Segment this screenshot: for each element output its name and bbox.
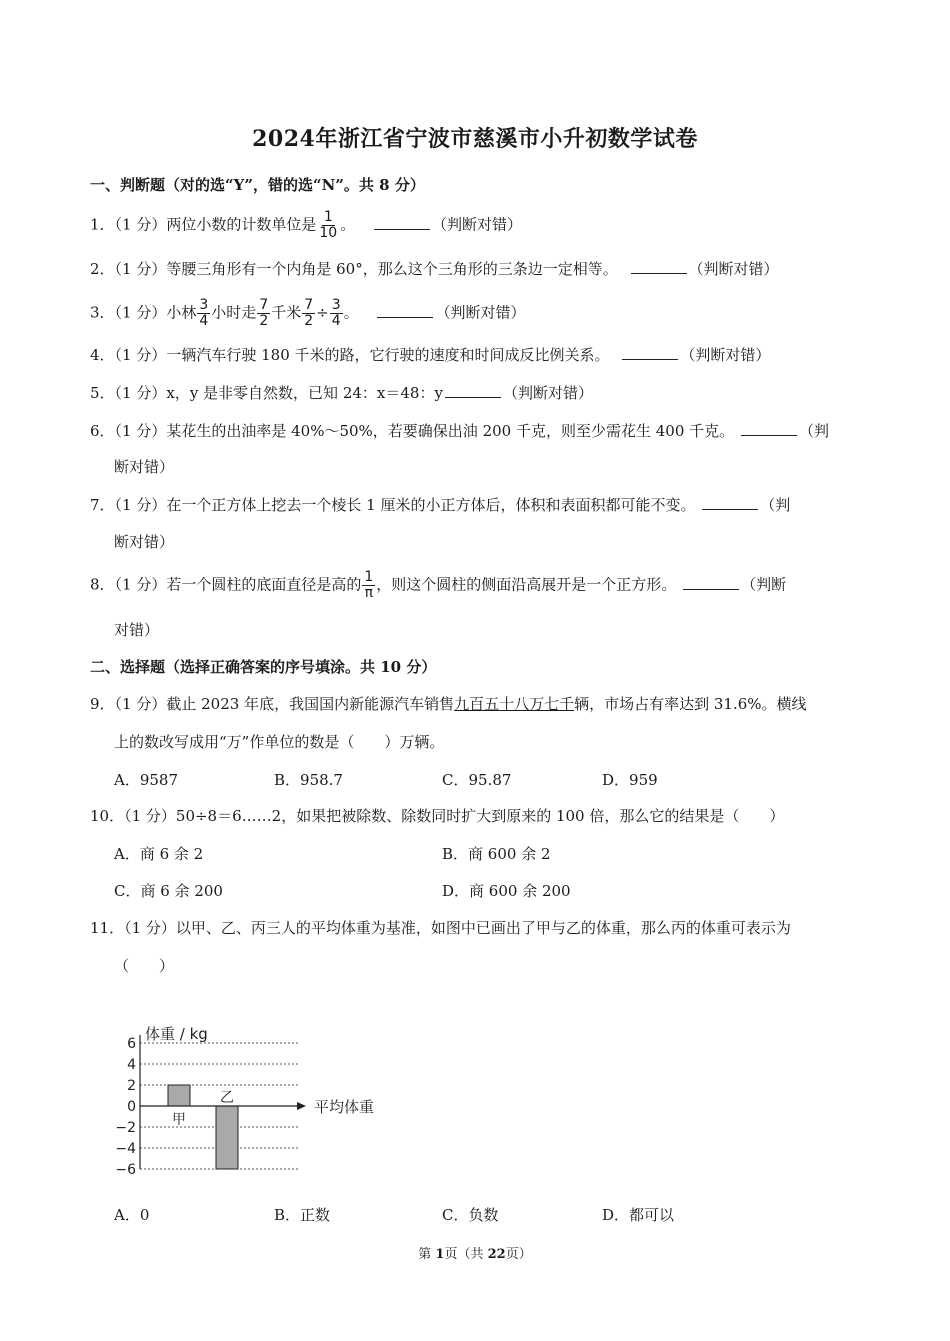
q5-number: 5． xyxy=(90,384,115,402)
y-tick-label: 0 xyxy=(127,1099,136,1115)
y-axis-label: 体重 / kg xyxy=(145,1025,208,1043)
q8-frac-den: π xyxy=(364,585,374,601)
q6-continuation: 断对错） xyxy=(114,458,175,476)
q5-score: （1 分） xyxy=(114,384,167,402)
q9-option-a[interactable]: A．9587 xyxy=(114,771,179,789)
q8-judge-1: （判断 xyxy=(741,575,787,594)
q3-f3-den: 2 xyxy=(304,313,314,329)
question-3 xyxy=(90,298,525,329)
footer-page-number: 1 xyxy=(435,1247,445,1262)
question-4 xyxy=(90,344,770,366)
q8-text-1: 若一个圆柱的底面直径是高的 xyxy=(166,575,362,594)
q5-answer-blank[interactable] xyxy=(445,383,501,398)
q9-option-b[interactable]: B．958.7 xyxy=(274,771,343,789)
q4-number: 4． xyxy=(90,346,115,364)
q9-score: （1 分） xyxy=(114,695,167,713)
q2-answer-blank[interactable] xyxy=(631,259,687,274)
q8-continuation: 对错） xyxy=(114,621,160,639)
q3-fraction-2 xyxy=(257,298,270,329)
q3-text-2: 小时走 xyxy=(211,303,257,322)
q7-text: 在一个正方体上挖去一个棱长 1 厘米的小正方体后，体积和表面积都可能不变。 xyxy=(166,496,696,514)
category-label-yi: 乙 xyxy=(220,1090,234,1106)
question-1 xyxy=(90,210,522,241)
section-2-heading: 二、选择题（选择正确答案的序号填涂。共 10 分） xyxy=(90,658,437,676)
y-tick-label: 4 xyxy=(127,1057,136,1073)
q5-judge: （判断对错） xyxy=(502,384,593,402)
q2-number: 2． xyxy=(90,260,115,278)
weight-chart xyxy=(110,1025,410,1185)
exam-title: 2024年浙江省宁波市慈溪市小升初数学试卷 xyxy=(252,126,698,152)
q3-score: （1 分） xyxy=(114,303,167,322)
q3-f2-den: 2 xyxy=(259,313,269,329)
q7-number: 7． xyxy=(90,496,115,514)
q8-number: 8． xyxy=(90,575,115,594)
section-1-heading: 一、判断题（对的选“Y”，错的选“N”。共 8 分） xyxy=(90,176,425,194)
question-2 xyxy=(90,258,779,280)
q11-option-b[interactable]: B．正数 xyxy=(274,1206,331,1224)
q3-f3-num: 7 xyxy=(304,297,314,313)
page-footer xyxy=(0,1243,950,1262)
question-9 xyxy=(90,693,807,715)
q8-answer-blank[interactable] xyxy=(683,575,739,590)
q6-text: 某花生的出油率是 40%～50%，若要确保出油 200 千克，则至少需花生 400 千克。 xyxy=(166,422,735,440)
q1-frac-den: 10 xyxy=(319,225,338,241)
q8-score: （1 分） xyxy=(114,575,167,594)
q10-text: 50÷8＝6……2，如果把被除数、除数同时扩大到原来的 100 倍，那么它的结果是（ ） xyxy=(175,807,785,825)
q1-answer-blank[interactable] xyxy=(374,215,430,230)
q2-score: （1 分） xyxy=(114,260,167,278)
q6-answer-blank[interactable] xyxy=(741,421,797,436)
q3-text-3: 千米 xyxy=(271,303,302,322)
question-7 xyxy=(90,494,790,516)
q9-line-2: 上的数改写成用“万”作单位的数是（ ）万辆。 xyxy=(114,733,445,751)
q3-answer-blank[interactable] xyxy=(377,303,433,318)
q10-option-c[interactable]: C．商 6 余 200 xyxy=(114,882,223,900)
category-label-jia: 甲 xyxy=(172,1112,186,1128)
q10-score: （1 分） xyxy=(124,807,176,825)
q7-continuation: 断对错） xyxy=(114,533,175,551)
q3-fraction-3 xyxy=(302,298,315,329)
q1-score: （1 分） xyxy=(114,215,167,234)
q9-option-d[interactable]: D．959 xyxy=(602,771,658,789)
q3-fraction-4 xyxy=(330,298,343,329)
q11-number: 11． xyxy=(90,919,125,937)
q6-score: （1 分） xyxy=(114,422,167,440)
q8-text-2: ，则这个圆柱的侧面沿高展开是一个正方形。 xyxy=(376,575,677,594)
y-tick-label: 6 xyxy=(127,1036,136,1052)
q3-f1-den: 4 xyxy=(199,313,209,329)
x-axis-arrow-icon xyxy=(297,1102,306,1110)
footer-mid: 页（共 xyxy=(444,1247,488,1262)
q1-text: 两位小数的计数单位是 xyxy=(166,215,317,234)
q3-text-1: 小林 xyxy=(166,303,197,322)
question-10 xyxy=(90,805,784,827)
q9-option-c[interactable]: C．95.87 xyxy=(442,771,512,789)
q3-f2-num: 7 xyxy=(259,297,269,313)
q1-number: 1． xyxy=(90,215,115,234)
q2-text: 等腰三角形有一个内角是 60°，那么这个三角形的三条边一定相等。 xyxy=(166,260,618,278)
q9-underlined-number: 九百五十八万七千 xyxy=(454,695,575,713)
question-6 xyxy=(90,420,829,442)
q4-score: （1 分） xyxy=(114,346,167,364)
x-axis-label: 平均体重 xyxy=(314,1098,375,1116)
q9-text-2: 辆，市场占有率达到 31.6%。横线 xyxy=(574,695,807,713)
q3-operator: ÷ xyxy=(316,303,329,322)
q11-score: （1 分） xyxy=(124,919,176,937)
q4-text: 一辆汽车行驶 180 千米的路，它行驶的速度和时间成反比例关系。 xyxy=(166,346,610,364)
q11-option-c[interactable]: C．负数 xyxy=(442,1206,499,1224)
q9-number: 9． xyxy=(90,695,115,713)
q1-judge: （判断对错） xyxy=(432,215,523,234)
q3-judge: （判断对错） xyxy=(435,303,526,322)
q11-option-d[interactable]: D．都可以 xyxy=(602,1206,675,1224)
q3-number: 3． xyxy=(90,303,115,322)
q7-answer-blank[interactable] xyxy=(702,495,758,510)
y-tick-label: −4 xyxy=(115,1141,136,1157)
q10-option-a[interactable]: A．商 6 余 2 xyxy=(114,845,204,863)
q11-text: 以甲、乙、丙三人的平均体重为基准，如图中已画出了甲与乙的体重，那么丙的体重可表示为 xyxy=(175,919,791,937)
q3-end: 。 xyxy=(343,303,359,322)
q3-fraction-1 xyxy=(197,298,210,329)
q2-judge: （判断对错） xyxy=(688,260,779,278)
q1-fraction xyxy=(317,210,339,241)
q7-score: （1 分） xyxy=(114,496,167,514)
q3-f4-den: 4 xyxy=(331,313,341,329)
q4-judge: （判断对错） xyxy=(680,346,771,364)
q3-f4-num: 3 xyxy=(331,297,341,313)
q8-fraction xyxy=(362,570,375,601)
q1-end: 。 xyxy=(340,215,356,234)
question-5 xyxy=(90,382,593,404)
q5-text: x，y 是非零自然数，已知 24：x＝48：y xyxy=(166,384,443,402)
q7-judge-1: （判 xyxy=(760,496,791,514)
q3-f1-num: 3 xyxy=(199,297,209,313)
footer-total-pages: 22 xyxy=(487,1247,506,1262)
q9-text-1: 截止 2023 年底，我国国内新能源汽车销售 xyxy=(166,695,455,713)
footer-post: 页） xyxy=(505,1247,532,1262)
question-8 xyxy=(90,570,786,601)
q11-option-a[interactable]: A．0 xyxy=(114,1206,150,1224)
q10-option-d[interactable]: D．商 600 余 200 xyxy=(442,882,571,900)
q10-number: 10． xyxy=(90,807,125,825)
q8-frac-num: 1 xyxy=(364,569,374,585)
q6-number: 6． xyxy=(90,422,115,440)
q10-option-b[interactable]: B．商 600 余 2 xyxy=(442,845,551,863)
footer-pre: 第 xyxy=(418,1247,436,1262)
bar-yi xyxy=(216,1106,238,1169)
q11-line-2: （ ） xyxy=(114,957,175,975)
q6-judge-1: （判 xyxy=(798,422,829,440)
bar-jia xyxy=(168,1085,190,1106)
y-tick-label: 2 xyxy=(127,1078,136,1094)
y-tick-label: −2 xyxy=(115,1120,136,1136)
y-tick-label: −6 xyxy=(115,1162,136,1178)
question-11 xyxy=(90,917,791,939)
q1-frac-num: 1 xyxy=(323,209,333,225)
q4-answer-blank[interactable] xyxy=(622,345,678,360)
